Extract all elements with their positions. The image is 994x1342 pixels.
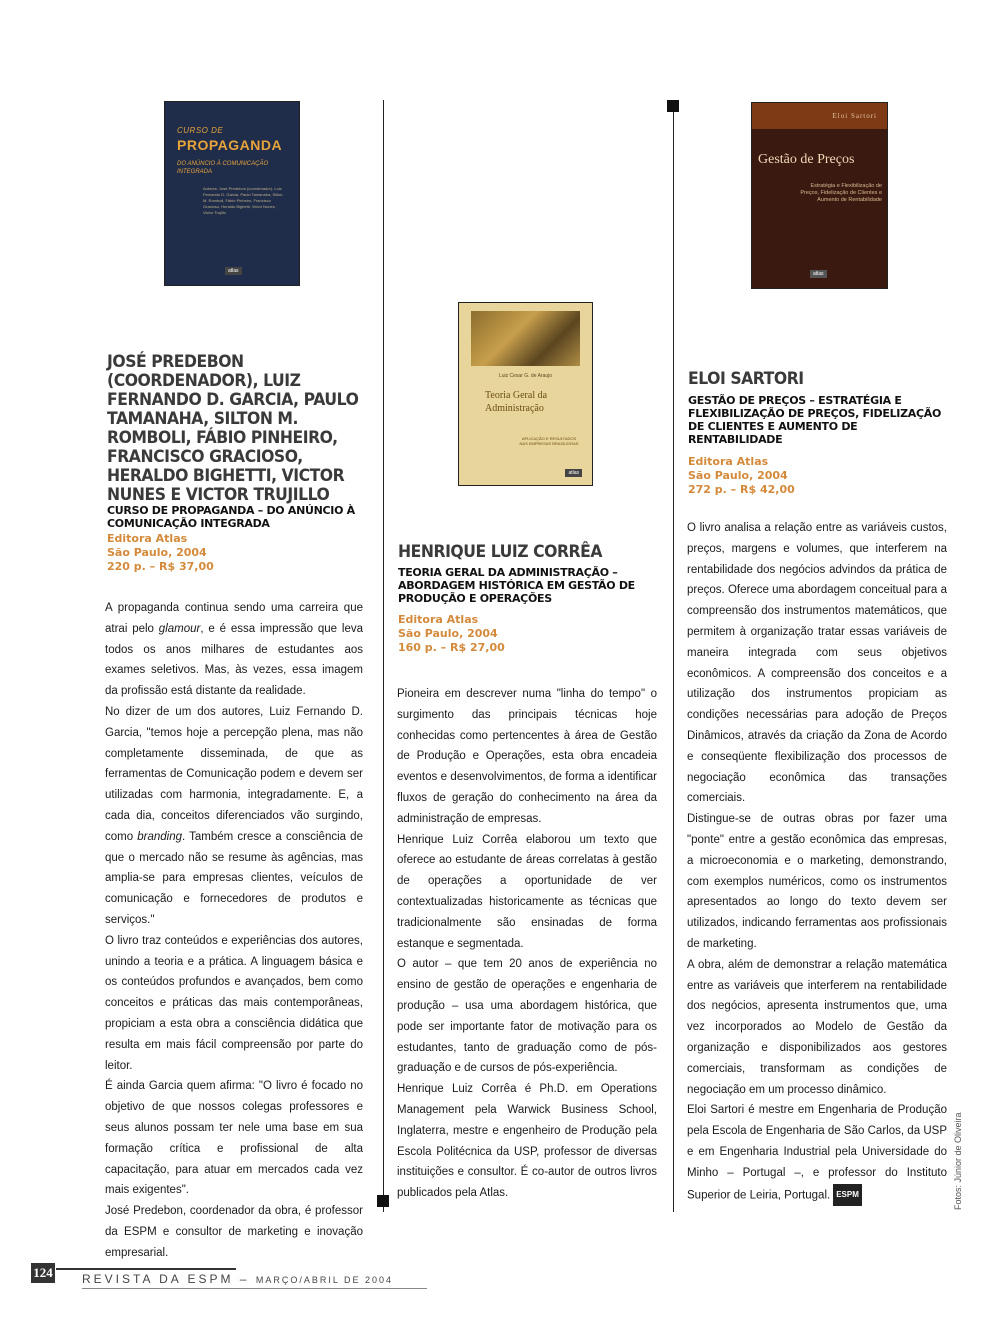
footer-underline bbox=[82, 1288, 427, 1289]
cover-series: CURSO DE bbox=[177, 126, 224, 135]
column-divider-right bbox=[673, 100, 674, 1212]
col2-paragraph: Henrique Luiz Corrêa elaborou um texto que oferece ao estudante de áreas correlatas à gestão de operações a oportunidade de ver contextualizadas historicamente as técnicas que tradicionalmente são ensinadas de forma estanque e segmentada. bbox=[397, 833, 657, 950]
book-cover-gestao-de-precos bbox=[752, 103, 887, 288]
col1-place: São Paulo, 2004 bbox=[107, 546, 207, 559]
cover-illustration bbox=[471, 311, 580, 366]
col1-price: 220 p. – R$ 37,00 bbox=[107, 560, 214, 573]
col3-authors: ELOI SARTORI bbox=[688, 369, 804, 389]
col2-place: São Paulo, 2004 bbox=[398, 627, 498, 640]
photo-credit: Fotos: Júnior de Oliveira bbox=[953, 1112, 963, 1210]
espm-logo: ESPM bbox=[833, 1184, 862, 1207]
col1-authors: JOSÉ PREDEBON (COORDENADOR), LUIZ FERNANDO D. GARCIA, PAULO TAMANAHA, SILTON M. ROMBOLI, FÁBIO PINHEIRO, FRANCISCO GRACIOSO, HERALDO BIGHETTI, VICTOR NUNES E VICTOR TRUJILLO bbox=[107, 352, 359, 505]
col2-price: 160 p. – R$ 27,00 bbox=[398, 641, 505, 654]
col3-paragraph: Eloi Sartori é mestre em Engenharia de Produção pela Escola de Engenharia de São Carlos, da USP e em Engenharia Industrial pela Universidade do Minho – Portugal –, e professor do Instituto Superior de Leiria, Portugal. ESPM bbox=[687, 1100, 947, 1206]
col1-paragraph: A propaganda continua sendo uma carreira que atrai pelo glamour, e é essa impressão que leva todos os anos milhares de estudantes aos exames seletivos. Mas, às vezes, essa imagem da profissão está distante da realidade. bbox=[105, 602, 363, 698]
col3-book-title: GESTÃO DE PREÇOS – ESTRATÉGIA E FLEXIBILIZAÇÃO DE PREÇOS, FIDELIZAÇÃO DE CLIENTES E AUMENTO DE RENTABILIDADE bbox=[688, 394, 942, 446]
col1-paragraph: No dizer de um dos autores, Luiz Fernando D. Garcia, "temos hoje a percepção plena, mas não completamente disseminada, de que as ferramentas de Comunicação podem e devem ser utilizadas com harmonia, integradamente. E, a cada dia, conceitos diferenciados vão surgindo, como branding. Também cresce a consciência de que o mercado não se resume às agências, mas amplia-se para empresas clientes, veículos de comunicação e fornecedores de produtos e serviços." bbox=[105, 705, 363, 926]
col3-price: 272 p. – R$ 42,00 bbox=[688, 483, 795, 496]
cover-authors: Autores: José Predebon (coordenador), Luiz Fernando D. Garcia, Paulo Tamanaha, Silton M. Romboli, Fábio Pinheiro, Francisco Gracioso, Heraldo Bighetti, Victor Nunes, Victor Trujillo bbox=[203, 186, 283, 215]
col1-book-title: CURSO DE PROPAGANDA – DO ANÚNCIO À COMUNICAÇÃO INTEGRADA bbox=[107, 504, 355, 530]
divider-marker-bottom bbox=[377, 1195, 389, 1207]
col3-publisher: Editora Atlas bbox=[688, 455, 769, 468]
col2-book-title: TEORIA GERAL DA ADMINISTRAÇÃO – ABORDAGEM HISTÓRICA EM GESTÃO DE PRODUÇÃO E OPERAÇÕES bbox=[398, 566, 635, 605]
col3-body bbox=[687, 518, 947, 1206]
col1-body bbox=[105, 598, 363, 1264]
col2-paragraph: Pioneira em descrever numa "linha do tempo" o surgimento das principais técnicas hoje conhecidas como pertencentes à área de Gestão de Produção e Operações, esta obra encadeia eventos e desenvolvimentos, de forma a identificar fluxos de geração do conhecimento na área da administração de empresas. bbox=[397, 688, 657, 825]
col2-paragraph: Henrique Luiz Corrêa é Ph.D. em Operations Management pela Warwick Business School, Inglaterra, mestre e engenheiro de Produção pela Escola Politécnica da USP, professor de diversas instituições e consultor. É co-autor de outros livros publicados pela Atlas. bbox=[397, 1083, 657, 1200]
publisher-logo: atlas bbox=[225, 267, 242, 275]
publisher-logo: atlas bbox=[565, 469, 582, 477]
col1-meta bbox=[107, 532, 357, 574]
column-divider-left bbox=[383, 100, 384, 1212]
col3-place: São Paulo, 2004 bbox=[688, 469, 788, 482]
cover-author: Eloi Sartori bbox=[832, 112, 877, 120]
col3-meta bbox=[688, 455, 938, 497]
col3-paragraph: Distingue-se de outras obras por fazer uma "ponte" entre a gestão econômica das empresas, a microeconomia e o marketing, demonstrando, com exemplos numéricos, como os instrumentos apresentados ao longo do texto devem ser utilizados, indicando ferramentas aos profissionais de marketing. bbox=[687, 813, 947, 950]
divider-marker-top bbox=[667, 100, 679, 112]
magazine-name: REVISTA DA ESPM – bbox=[82, 1272, 256, 1286]
cover-author: Luiz Cesar G. de Araujo bbox=[498, 373, 553, 379]
col1-paragraph: O livro traz conteúdos e experiências dos autores, unindo a teoria e a prática. A linguagem básica e os conteúdos profundos e avançados, bem como conceitos e práticas das mais contemporâneas, propiciam a esta obra a consciência didática que resulta em mais fácil compreensão por parte do leitor. bbox=[105, 934, 363, 1072]
cover-subtitle: Estratégia e Flexibilização de Preços, Fidelização de Clientes e Aumento de Rentabilidade bbox=[800, 183, 882, 203]
cover-title: Teoria Geral da Administração bbox=[485, 390, 548, 414]
page-number: 124 bbox=[31, 1263, 55, 1283]
col2-paragraph: O autor – que tem 20 anos de experiência no ensino de gestão de operações e engenharia de produção – usa uma abordagem histórica, que pode ser importante fator de motivação para os estudantes, tanto de graduação como de pós-graduação e de cursos de pós-experiência. bbox=[397, 958, 657, 1075]
col1-publisher: Editora Atlas bbox=[107, 532, 188, 545]
book-cover-teoria-geral bbox=[459, 303, 592, 485]
issue-date: MARÇO/ABRIL DE 2004 bbox=[255, 1275, 394, 1285]
col2-publisher: Editora Atlas bbox=[398, 613, 479, 626]
col1-paragraph: É ainda Garcia quem afirma: "O livro é focado no objetivo de que nossos colegas professores e seus alunos possam ter nele uma base em sua formação crítica e profissional de alta capacitação, para atuar em mercados cada vez mais exigentes". bbox=[105, 1080, 363, 1197]
col2-meta bbox=[398, 613, 648, 655]
col2-body bbox=[397, 684, 657, 1204]
book-cover-curso-de-propaganda bbox=[165, 102, 299, 285]
col3-paragraph: A obra, além de demonstrar a relação matemática entre as variáveis que interferem na rentabilidade dos negócios, apresenta instrumentos que, uma vez incorporados ao Modelo de Gestão da organização e disponibilizados aos gestores comerciais, transformam as condições de negociação em um processo dinâmico. bbox=[687, 958, 947, 1096]
col2-authors: HENRIQUE LUIZ CORRÊA bbox=[398, 542, 603, 562]
footer-magazine bbox=[82, 1272, 393, 1286]
cover-subtitle: APLICAÇÃO E RESULTADOS NAS EMPRESAS BRASILEIRAS bbox=[519, 436, 579, 446]
publisher-logo: atlas bbox=[810, 270, 827, 278]
footer-rule bbox=[56, 1268, 236, 1270]
cover-subtitle: DO ANÚNCIO À COMUNICAÇÃO INTEGRADA bbox=[177, 161, 269, 175]
col1-paragraph: José Predebon, coordenador da obra, é professor da ESPM e consultor de marketing e inovação empresarial. bbox=[105, 1205, 363, 1259]
col3-paragraph: O livro analisa a relação entre as variáveis custos, preços, margens e volumes, que interferem na rentabilidade dos negócios advindos da prática de preços. Oferece uma abordagem conceitual para a compreensão dos instrumentos matemáticos, que permitem à organização tratar essas variáveis de maneira integrada com seus objetivos econômicos. A compreensão dos conceitos e a utilização dos instrumentos propiciam as condições necessárias para adoção de Preços Dinâmicos, através da criação da Zona de Acordo e conseqüente flexibilização dos processos de negociação econômica das transações comerciais. bbox=[687, 522, 947, 805]
cover-title: PROPAGANDA bbox=[177, 137, 283, 153]
cover-title: Gestão de Preços bbox=[758, 152, 855, 167]
